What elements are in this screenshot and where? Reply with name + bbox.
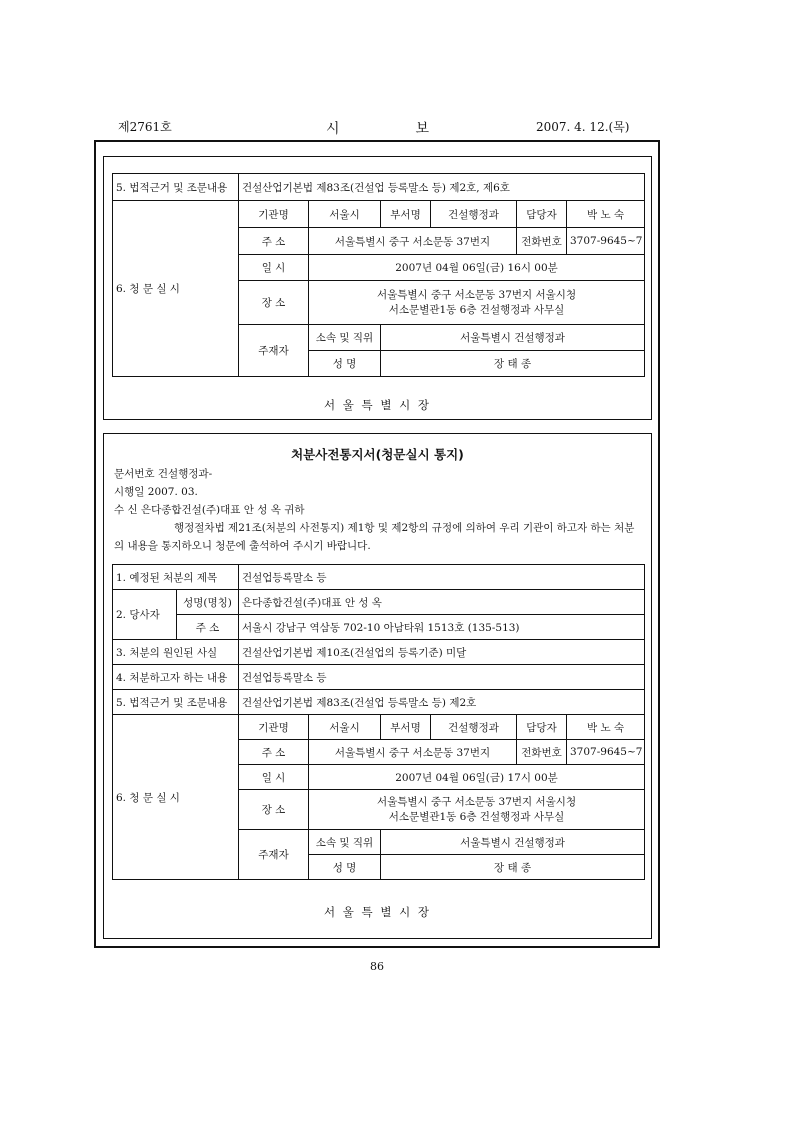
content-label: 4. 처분하고자 하는 내용 [113, 665, 239, 690]
publication-date: 2007. 4. 12.(목) [536, 120, 630, 134]
party-name-value: 은다종합건설(주)대표 안 성 옥 [239, 590, 645, 615]
affil-label: 소속 및 직위 [309, 325, 381, 351]
hearing-label-2: 6. 청 문 실 시 [113, 715, 239, 880]
hearing-table-1 [112, 173, 645, 377]
place-line-1-2: 서울특별시 중구 서소문동 37번지 서울시청 [376, 795, 577, 808]
signature-2: 서 울 특 별 시 장 [324, 905, 431, 919]
title-char-right: 보 [415, 121, 430, 137]
party-addr-label: 주 소 [177, 615, 239, 640]
phone-label-2: 전화번호 [517, 740, 567, 765]
place-line-2-2: 서소문별관1동 6층 건설행정과 사무실 [388, 810, 565, 823]
notice-table [112, 564, 645, 880]
agency-value: 서울시 [309, 201, 381, 228]
phone-value: 3707-9645~7 [567, 228, 645, 255]
date-label: 일 시 [239, 255, 309, 281]
publication-title [326, 118, 429, 138]
legal-basis-label: 5. 법적근거 및 조문내용 [113, 174, 239, 201]
address-value-2: 서울특별시 중구 서소문동 37번지 [309, 740, 517, 765]
body-line-1: 행정절차법 제21조(처분의 사전통지) 제1항 및 제2항의 규정에 의하여 우리 기관이 하고자 하는 처분 [174, 522, 635, 534]
cause-label: 3. 처분의 원인된 사실 [113, 640, 239, 665]
place-line-2: 서소문별관1동 6층 건설행정과 사무실 [388, 303, 565, 316]
name-value-2: 장 태 종 [381, 855, 645, 880]
affil-label-2: 소속 및 직위 [309, 830, 381, 855]
address-label: 주 소 [239, 228, 309, 255]
body-line-2: 의 내용을 통지하오니 청문에 출석하여 주시기 바랍니다. [114, 540, 371, 552]
doc-number: 문서번호 건설행정과- [114, 468, 213, 480]
host-label-2: 주재자 [239, 830, 309, 880]
phone-value-2: 3707-9645~7 [567, 740, 645, 765]
party-label: 2. 당사자 [113, 590, 177, 640]
name-value: 장 태 종 [381, 351, 645, 377]
dept-value-2: 건설행정과 [431, 715, 517, 740]
manager-value: 박 노 숙 [567, 201, 645, 228]
agency-label-2: 기관명 [239, 715, 309, 740]
signature: 서 울 특 별 시 장 [324, 398, 431, 412]
name-label: 성 명 [309, 351, 381, 377]
address-value: 서울특별시 중구 서소문동 37번지 [309, 228, 517, 255]
host-label: 주재자 [239, 325, 309, 377]
date-value-2: 2007년 04월 06일(금) 17시 00분 [309, 765, 645, 790]
place-label: 장 소 [239, 281, 309, 325]
manager-value-2: 박 노 숙 [567, 715, 645, 740]
disposition-label: 1. 예정된 처분의 제목 [113, 565, 239, 590]
agency-value-2: 서울시 [309, 715, 381, 740]
manager-label: 담당자 [517, 201, 567, 228]
dept-label: 부서명 [381, 201, 431, 228]
name-label-2: 성 명 [309, 855, 381, 880]
phone-label: 전화번호 [517, 228, 567, 255]
party-name-label: 성명(명칭) [177, 590, 239, 615]
dept-value: 건설행정과 [431, 201, 517, 228]
place-value [309, 281, 645, 325]
affil-value-2: 서울특별시 건설행정과 [381, 830, 645, 855]
issue-date: 시행일 2007. 03. [114, 486, 198, 498]
hearing-label: 6. 청 문 실 시 [113, 201, 239, 377]
title-char-left: 시 [326, 121, 340, 137]
legal-basis-label-2: 5. 법적근거 및 조문내용 [113, 690, 239, 715]
legal-basis-value: 건설산업기본법 제83조(건설업 등록말소 등) 제2호, 제6호 [239, 174, 645, 201]
agency-label: 기관명 [239, 201, 309, 228]
date-label-2: 일 시 [239, 765, 309, 790]
party-addr-value: 서울시 강남구 역삼동 702-10 아남타워 1513호 (135-513) [239, 615, 645, 640]
place-value-2 [309, 790, 645, 830]
disposition-value: 건설업등록말소 등 [239, 565, 645, 590]
manager-label-2: 담당자 [517, 715, 567, 740]
dept-label-2: 부서명 [381, 715, 431, 740]
hearing-section-continued [103, 156, 652, 420]
page-number: 86 [370, 960, 384, 973]
place-line-1: 서울특별시 중구 서소문동 37번지 서울시청 [376, 288, 577, 301]
cause-value: 건설산업기본법 제10조(건설업의 등록기준) 미달 [239, 640, 645, 665]
date-value: 2007년 04월 06일(금) 16시 00분 [309, 255, 645, 281]
content-value: 건설업등록말소 등 [239, 665, 645, 690]
recipient: 수 신 은다종합건설(주)대표 안 성 옥 귀하 [114, 504, 305, 516]
issue-number: 제2761호 [118, 120, 172, 134]
affil-value: 서울특별시 건설행정과 [381, 325, 645, 351]
address-label-2: 주 소 [239, 740, 309, 765]
pre-disposition-notice [103, 433, 652, 939]
notice-title: 처분사전통지서(청문실시 통지) [291, 447, 464, 462]
legal-basis-value-2: 건설산업기본법 제83조(건설업 등록말소 등) 제2호 [239, 690, 645, 715]
place-label-2: 장 소 [239, 790, 309, 830]
